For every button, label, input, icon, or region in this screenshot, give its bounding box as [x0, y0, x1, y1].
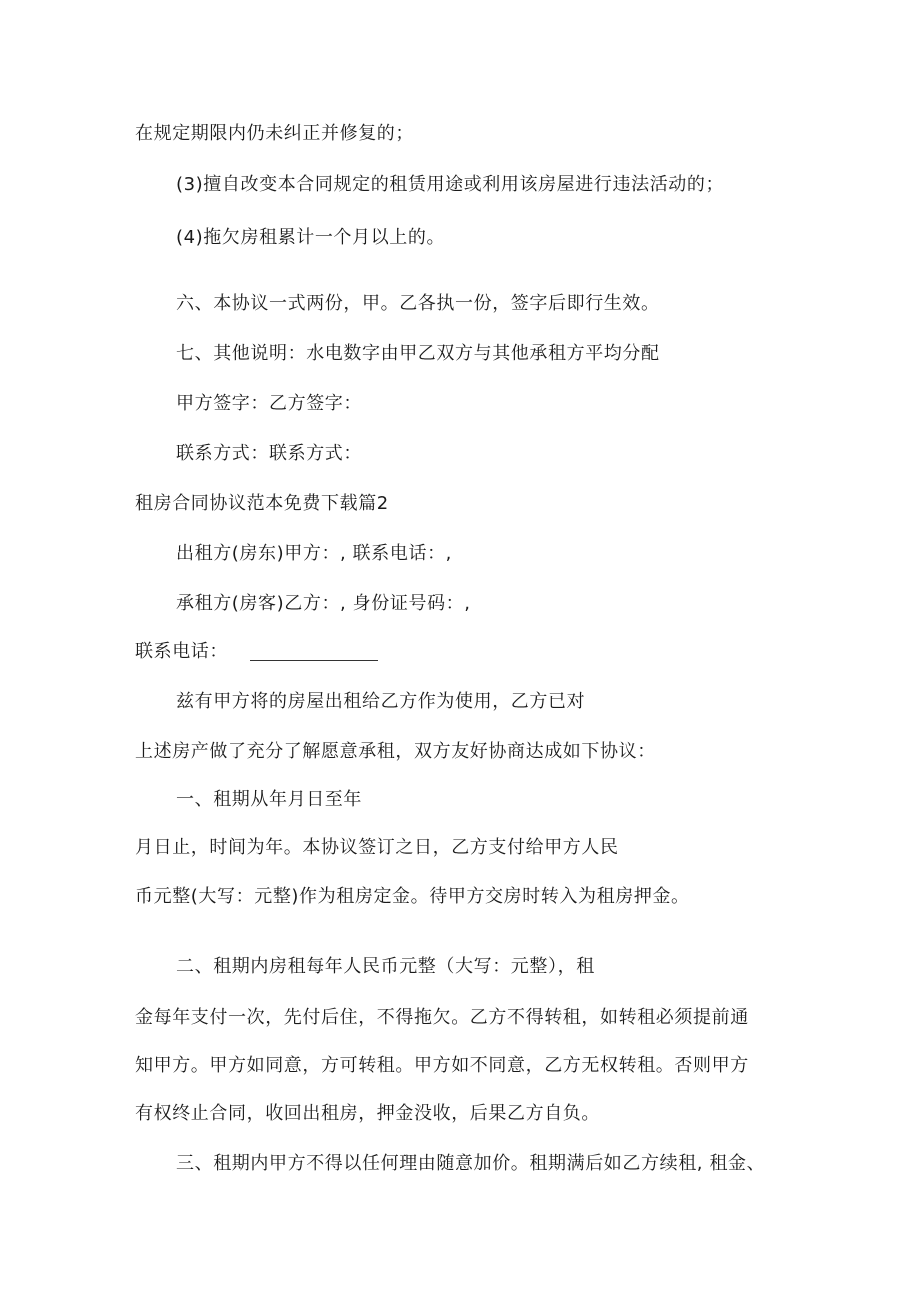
contact-phone-line	[135, 640, 378, 664]
text-line-13: 上述房产做了充分了解愿意承租，双方友好协商达成如下协议：	[135, 741, 656, 762]
text-line-4: 六、本协议一式两份，甲。乙各执一份，签字后即行生效。	[176, 293, 660, 314]
text-line-16: 币元整(大写：元整)作为租房定金。待甲方交房时转入为租房押金。	[135, 886, 690, 907]
text-line-21: 三、租期内甲方不得以任何理由随意加价。租期满后如乙方续租, 租金、	[176, 1153, 766, 1174]
fill-in-blank	[250, 642, 378, 661]
section-heading: 租房合同协议范本免费下载篇2	[135, 493, 389, 514]
text-line-18: 金每年支付一次，先付后住，不得拖欠。乙方不得转租，如转租必须提前通	[135, 1007, 749, 1028]
text-line-17: 二、租期内房租每年人民币元整（大写：元整），租	[176, 956, 595, 977]
contact-phone-label: 联系电话：	[135, 641, 228, 662]
text-line-19: 知甲方。甲方如同意，方可转租。甲方如不同意，乙方无权转租。否则甲方	[135, 1055, 749, 1076]
text-line-14: 一、租期从年月日至年	[176, 789, 362, 810]
text-line-5: 七、其他说明：水电数字由甲乙双方与其他承租方平均分配	[176, 343, 660, 364]
text-line-12: 兹有甲方将的房屋出租给乙方作为使用，乙方已对	[176, 691, 586, 712]
text-line-1: 在规定期限内仍未纠正并修复的；	[135, 123, 414, 144]
text-line-9: 出租方(房东)甲方：, 联系电话：,	[176, 543, 453, 564]
text-line-6: 甲方签字：乙方签字：	[176, 393, 362, 414]
text-line-3: (4)拖欠房租累计一个月以上的。	[176, 227, 446, 248]
text-line-10: 承租方(房客)乙方：, 身份证号码：,	[176, 593, 471, 614]
text-line-7: 联系方式：联系方式：	[176, 443, 362, 464]
text-line-20: 有权终止合同，收回出租房，押金没收，后果乙方自负。	[135, 1103, 600, 1124]
text-line-2: (3)擅自改变本合同规定的租赁用途或利用该房屋进行违法活动的；	[176, 174, 725, 195]
text-line-15: 月日止，时间为年。本协议签订之日，乙方支付给甲方人民	[135, 837, 619, 858]
